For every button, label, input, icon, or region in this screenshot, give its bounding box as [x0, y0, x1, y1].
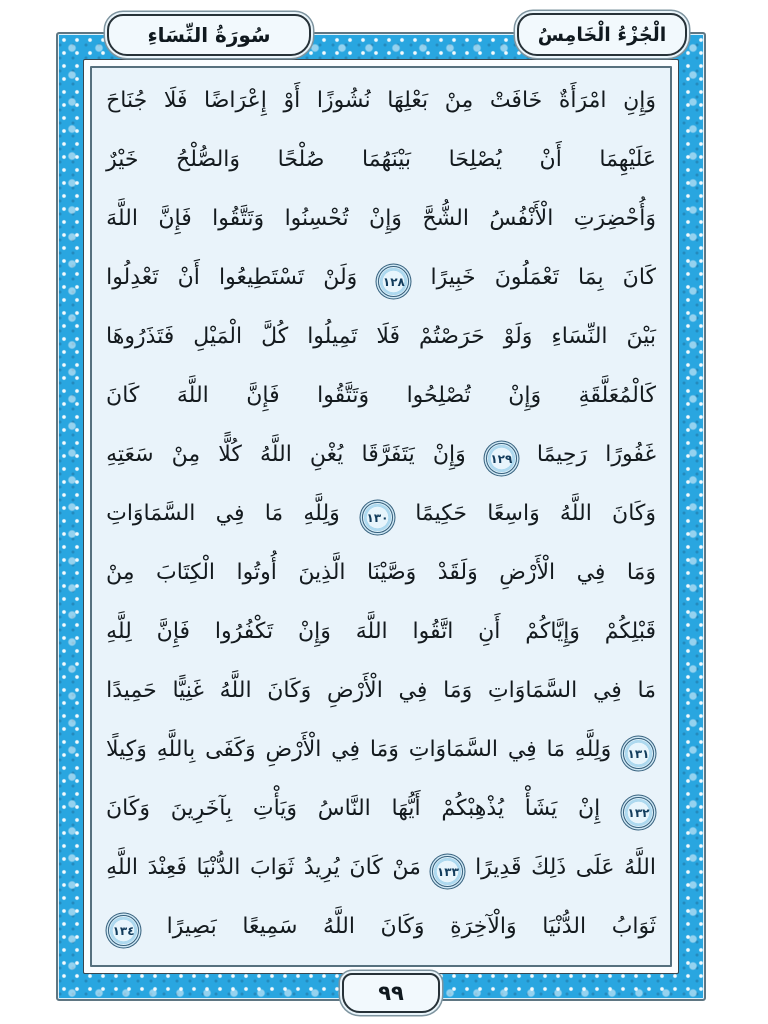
ayah-word: وَإِنِ: [623, 88, 656, 113]
quran-line: [106, 843, 656, 900]
ayah-word: الدُّنْيَا: [542, 914, 587, 939]
ayah-word: مَنْ: [392, 855, 421, 880]
ayah-word: النَّاسُ: [317, 796, 371, 821]
ayah-word: وَلَنْ: [323, 265, 358, 290]
ayah-word: أَنْ: [177, 265, 200, 290]
ayah-word: غَفُورًا: [605, 442, 656, 467]
ayah-word: عَلَيْهِمَا: [599, 147, 656, 172]
ayah-word: يَتَفَرَّقَا: [361, 442, 415, 467]
ayah-word: وَإِيَّاكُمْ: [525, 619, 580, 644]
ayah-word: اتَّقُوا: [412, 619, 454, 644]
quran-line: [106, 902, 656, 959]
quran-line: [106, 253, 656, 310]
ayah-word: نُشُوزًا: [316, 88, 371, 113]
ayah-word: السَّمَاوَاتِ: [408, 737, 499, 762]
page-number: ٩٩: [378, 981, 404, 1005]
ayah-word: كَانَ: [106, 383, 140, 408]
quran-line: [106, 548, 656, 605]
ayah-word: ذَلِكَ: [531, 855, 567, 880]
ayah-word: بَعْلِهَا: [387, 88, 429, 113]
ayah-word: سَمِيعًا: [242, 914, 298, 939]
verse-number-medallion: ١٣٠: [362, 502, 393, 533]
ayah-word: السَّمَاوَاتِ: [487, 678, 578, 703]
ayah-word: فِي: [215, 501, 245, 526]
verse-number-medallion: ١٢٩: [486, 443, 517, 474]
ayah-word: خَبِيرًا: [430, 265, 476, 290]
ayah-word: سَعَتِهِ: [106, 442, 154, 467]
ayah-word: حَكِيمًا: [415, 501, 468, 526]
quran-line: [106, 784, 656, 841]
ayah-word: كَانَ: [622, 265, 656, 290]
ayah-word: السَّمَاوَاتِ: [106, 501, 196, 526]
ayah-word: وَإِنْ: [508, 383, 542, 408]
quran-line: [106, 666, 656, 723]
ayah-word: تَسْتَطِيعُوا: [218, 265, 305, 290]
ayah-word: وَتَتَّقُوا: [317, 383, 370, 408]
ayah-word: وَلِلَّهِ: [574, 737, 612, 762]
ayah-word: مَا: [637, 678, 656, 703]
inner-frame-gap: [83, 59, 679, 974]
ayah-word: كُلَّ: [261, 324, 289, 349]
ayah-word: يَشَأْ: [524, 796, 558, 821]
ayah-word: أُوتُوا: [236, 560, 277, 585]
ayah-word: أَنِ: [478, 619, 501, 644]
ayah-word: اللَّهِ: [106, 855, 139, 880]
ayah-word: فِي: [398, 678, 428, 703]
ayah-word: اللَّهُ: [259, 442, 292, 467]
ayah-word: النِّسَاءِ: [551, 324, 608, 349]
verse-number-medallion: ١٣٤: [108, 915, 139, 946]
ayah-word: أَوْ: [283, 88, 301, 113]
ayah-word: الَّذِينَ: [298, 560, 346, 585]
ayah-word: وَلَوْ: [503, 324, 533, 349]
ayah-word: وَاسِعًا: [487, 501, 540, 526]
ayah-word: اللَّهَ: [355, 619, 388, 644]
verse-number-medallion: ١٢٨: [378, 266, 409, 297]
ayah-word: إِعْرَاضًا: [204, 88, 267, 113]
ayah-word: ثَوَابَ: [249, 855, 295, 880]
quran-text-area: [90, 66, 672, 967]
ayah-word: وَصَّيْنَا: [367, 560, 417, 585]
ayah-word: مِنْ: [106, 560, 135, 585]
quran-line: [106, 725, 656, 782]
ayah-word: عَلَى: [575, 855, 615, 880]
ayah-word: غَنِيًّا: [172, 678, 204, 703]
ayah-word: حَرَصْتُمْ: [419, 324, 485, 349]
ayah-word: حَمِيدًا: [106, 678, 157, 703]
surah-title: سُورَةُ النِّسَاءِ: [147, 23, 271, 47]
quran-line: [106, 430, 656, 487]
ayah-word: بَيْنَهُمَا: [362, 147, 412, 172]
ayah-word: فَلَا: [163, 88, 188, 113]
ayah-word: اللَّهُ: [624, 855, 656, 880]
ayah-word: فِي: [576, 560, 606, 585]
quran-line: [106, 371, 656, 428]
ayah-word: وَمَا: [369, 737, 399, 762]
ayah-word: الْأَرْضِ: [499, 560, 556, 585]
quran-line: [106, 312, 656, 369]
ayah-word: الْأَرْضِ: [326, 678, 383, 703]
ayah-word: وَالصُّلْحُ: [176, 147, 241, 172]
ayah-word: تَمِيلُوا: [307, 324, 358, 349]
quran-line: [106, 76, 656, 133]
ayah-word: وَتَتَّقُوا: [212, 206, 265, 231]
ayah-word: قَدِيرًا: [475, 855, 522, 880]
ayah-word: فَلَا: [376, 324, 401, 349]
ayah-word: فِي: [331, 737, 361, 762]
quran-line: [106, 194, 656, 251]
ayah-word: الشُّحَّ: [422, 206, 469, 231]
quran-line: [106, 489, 656, 546]
ayah-word: وَمَا: [443, 678, 473, 703]
ayah-word: اللَّهُ: [219, 678, 252, 703]
verse-number-medallion: ١٣٢: [623, 797, 654, 828]
ayah-word: الْأَرْضِ: [265, 737, 322, 762]
ayah-word: وَأُحْضِرَتِ: [573, 206, 656, 231]
ayah-word: ثَوَابُ: [611, 914, 656, 939]
ayah-word: اللَّهَ: [176, 383, 209, 408]
ayah-word: وَكَفَى: [205, 737, 256, 762]
ayah-word: اللَّهَ: [106, 206, 138, 231]
ayah-word: صُلْحًا: [277, 147, 325, 172]
ayah-word: تُصْلِحُوا: [406, 383, 471, 408]
ayah-word: وَلَقَدْ: [437, 560, 478, 585]
ayah-word: وَالْآخِرَةِ: [450, 914, 517, 939]
ayah-word: بَيْنَ: [626, 324, 656, 349]
ayah-word: أَنْ: [539, 147, 562, 172]
ayah-word: كَالْمُعَلَّقَةِ: [578, 383, 656, 408]
ayah-word: وَإِنْ: [298, 619, 331, 644]
ayah-word: وَكِيلًا: [106, 737, 147, 762]
ayah-word: فَعِنْدَ: [147, 855, 187, 880]
ayah-word: يُصْلِحَا: [448, 147, 502, 172]
juz-title: الْجُزْءُ الْخَامِسُ: [537, 23, 667, 46]
ayah-word: وَكَانَ: [106, 796, 150, 821]
ayah-word: يُرِيدُ: [303, 855, 340, 880]
quran-line: [106, 607, 656, 664]
ayah-word: جُنَاحَ: [106, 88, 148, 113]
ayah-word: فِي: [592, 678, 622, 703]
ayah-word: بِاللَّهِ: [156, 737, 196, 762]
ayah-word: إِنْ: [577, 796, 601, 821]
ornamental-border-frame: [56, 32, 706, 1001]
verse-number-medallion: ١٣٣: [432, 856, 463, 887]
ayah-word: تَكْفُرُوا: [214, 619, 274, 644]
ayah-word: مَا: [546, 737, 565, 762]
ayah-word: مَا: [264, 501, 284, 526]
ayah-word: وَإِنْ: [432, 442, 466, 467]
ayah-word: الْكِتَابَ: [156, 560, 216, 585]
ayah-word: وَكَانَ: [267, 678, 312, 703]
juz-title-cartouche: [517, 13, 687, 56]
ayah-word: وَإِنْ: [369, 206, 402, 231]
ayah-word: بَصِيرًا: [166, 914, 217, 939]
ayah-word: كُلًّا: [218, 442, 242, 467]
ayah-word: تَعْمَلُونَ: [494, 265, 559, 290]
ayah-word: الْأَنْفُسُ: [489, 206, 554, 231]
ayah-word: يُغْنِ: [309, 442, 344, 467]
quran-line: [106, 135, 656, 192]
ayah-word: وَيَأْتِ: [252, 796, 298, 821]
ayah-word: الدُّنْيَا: [196, 855, 241, 880]
page-number-cartouche: [342, 973, 440, 1013]
ayah-word: امْرَأَةٌ: [558, 88, 607, 113]
ayah-word: خَافَتْ: [489, 88, 543, 113]
ayah-word: اللَّهُ: [559, 501, 592, 526]
ayah-word: وَكَانَ: [612, 501, 656, 526]
ayah-word: الْمَيْلِ: [193, 324, 243, 349]
ayah-word: وَلِلَّهِ: [303, 501, 340, 526]
ayah-word: تَعْدِلُوا: [106, 265, 159, 290]
ayah-word: فِي: [507, 737, 537, 762]
ayah-word: وَمَا: [626, 560, 656, 585]
ayah-word: رَحِيمًا: [536, 442, 588, 467]
ayah-word: قَبْلِكُمْ: [604, 619, 656, 644]
ayah-word: مِنْ: [171, 442, 201, 467]
ayah-word: وَكَانَ: [380, 914, 425, 939]
ayah-word: تُحْسِنُوا: [284, 206, 349, 231]
ayah-word: كَانَ: [349, 855, 383, 880]
ayah-word: بِمَا: [578, 265, 604, 290]
ayah-word: فَتَذَرُوهَا: [106, 324, 175, 349]
ayah-word: مِنْ: [444, 88, 474, 113]
ayah-word: فَإِنَّ: [156, 619, 191, 644]
ayah-word: اللَّهُ: [323, 914, 355, 939]
ayah-word: بِآخَرِينَ: [170, 796, 233, 821]
ayah-word: أَيُّهَا: [391, 796, 421, 821]
ayah-word: يُذْهِبْكُمْ: [441, 796, 505, 821]
ayah-word: فَإِنَّ: [158, 206, 192, 231]
ayah-word: لِلَّهِ: [106, 619, 132, 644]
verse-number-medallion: ١٣١: [623, 738, 654, 769]
ayah-word: خَيْرٌ: [106, 147, 139, 172]
surah-title-cartouche: [107, 14, 311, 56]
ayah-word: فَإِنَّ: [246, 383, 280, 408]
